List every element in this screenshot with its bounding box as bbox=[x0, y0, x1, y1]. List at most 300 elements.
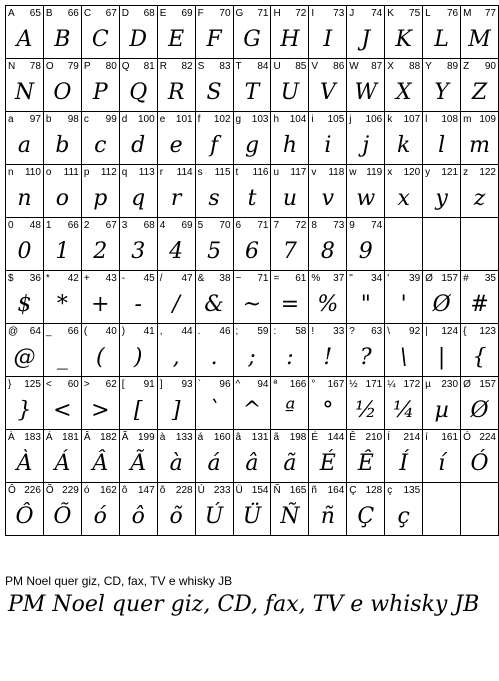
glyph-label bbox=[349, 167, 382, 178]
glyph-cell bbox=[271, 112, 309, 165]
glyph-label bbox=[387, 114, 420, 125]
glyph-sample: - bbox=[134, 291, 142, 317]
glyph-cell bbox=[461, 430, 499, 483]
glyph-sample: ° bbox=[322, 397, 334, 423]
glyph-cell bbox=[423, 112, 461, 165]
glyph-char: Ã bbox=[121, 432, 129, 443]
glyph-code: 72 bbox=[295, 220, 307, 231]
glyph-code: 71 bbox=[257, 220, 269, 231]
glyph-char: B bbox=[45, 8, 53, 19]
glyph-label bbox=[387, 432, 420, 443]
glyph-sample: f bbox=[209, 132, 219, 158]
glyph-char: ó bbox=[83, 485, 90, 496]
glyph-code: 41 bbox=[143, 326, 155, 337]
glyph-label bbox=[46, 220, 79, 231]
glyph-char: U bbox=[273, 61, 281, 72]
glyph-cell bbox=[385, 377, 423, 430]
glyph-char: [ bbox=[121, 379, 125, 390]
glyph-cell bbox=[423, 430, 461, 483]
glyph-cell bbox=[309, 324, 347, 377]
glyph-code: 70 bbox=[219, 220, 231, 231]
glyph-sample: X bbox=[395, 79, 412, 105]
glyph-sample: 7 bbox=[282, 238, 297, 264]
glyph-code: 164 bbox=[327, 485, 345, 496]
glyph-row bbox=[6, 271, 499, 324]
glyph-code: 114 bbox=[176, 167, 193, 178]
glyph-label bbox=[236, 61, 269, 72]
glyph-code: 88 bbox=[409, 61, 421, 72]
glyph-sample: Ó bbox=[470, 450, 489, 476]
glyph-char: ^ bbox=[235, 379, 241, 390]
glyph-cell bbox=[81, 324, 119, 377]
glyph-cell bbox=[423, 324, 461, 377]
glyph-label bbox=[425, 114, 458, 125]
glyph-label bbox=[425, 379, 458, 390]
glyph-sample: s bbox=[208, 185, 220, 211]
glyph-char: c bbox=[83, 114, 89, 125]
glyph-cell bbox=[347, 218, 385, 271]
glyph-cell bbox=[6, 218, 44, 271]
glyph-char: á bbox=[197, 432, 204, 443]
glyph-code: 39 bbox=[409, 273, 421, 284]
glyph-cell bbox=[195, 377, 233, 430]
empty-cell bbox=[461, 483, 499, 536]
glyph-label bbox=[463, 167, 496, 178]
glyph-cell bbox=[81, 271, 119, 324]
glyph-label bbox=[236, 432, 269, 443]
glyph-sample: Á bbox=[54, 450, 71, 476]
glyph-sample: 4 bbox=[169, 238, 184, 264]
glyph-code: 60 bbox=[67, 379, 79, 390]
glyph-label bbox=[463, 8, 496, 19]
glyph-char: 8 bbox=[311, 220, 317, 231]
glyph-sample: \ bbox=[399, 344, 408, 370]
glyph-code: 85 bbox=[295, 61, 307, 72]
glyph-cell bbox=[423, 377, 461, 430]
glyph-cell bbox=[6, 324, 44, 377]
glyph-char: & bbox=[197, 273, 205, 284]
glyph-label bbox=[349, 8, 382, 19]
glyph-row bbox=[6, 324, 499, 377]
glyph-sample: 6 bbox=[244, 238, 259, 264]
glyph-code: 63 bbox=[371, 326, 383, 337]
glyph-cell bbox=[43, 324, 81, 377]
glyph-cell bbox=[157, 430, 195, 483]
glyph-sample: ] bbox=[171, 397, 181, 423]
glyph-char: m bbox=[463, 114, 472, 125]
glyph-label bbox=[198, 220, 231, 231]
glyph-cell bbox=[43, 483, 81, 536]
glyph-char: I bbox=[311, 8, 315, 19]
glyph-cell bbox=[309, 59, 347, 112]
glyph-code: 75 bbox=[409, 8, 421, 19]
glyph-label bbox=[273, 8, 306, 19]
glyph-code: 171 bbox=[365, 379, 383, 390]
glyph-char: Í bbox=[387, 432, 390, 443]
glyph-label bbox=[387, 485, 420, 496]
glyph-char: * bbox=[45, 273, 50, 284]
glyph-label bbox=[311, 379, 344, 390]
glyph-label bbox=[122, 220, 155, 231]
glyph-label bbox=[84, 485, 117, 496]
glyph-label bbox=[273, 432, 306, 443]
glyph-code: 133 bbox=[175, 432, 193, 443]
glyph-cell bbox=[157, 59, 195, 112]
glyph-code: 40 bbox=[105, 326, 117, 337]
glyph-label bbox=[46, 61, 79, 72]
glyph-sample: m bbox=[469, 132, 490, 158]
glyph-char: V bbox=[311, 61, 319, 72]
glyph-char: K bbox=[387, 8, 394, 19]
glyph-label bbox=[122, 167, 155, 178]
glyph-cell bbox=[347, 59, 385, 112]
glyph-row bbox=[6, 218, 499, 271]
glyph-label bbox=[311, 8, 344, 19]
glyph-sample: p bbox=[93, 185, 108, 211]
glyph-cell bbox=[233, 430, 271, 483]
glyph-label bbox=[425, 432, 458, 443]
glyph-code: 78 bbox=[29, 61, 41, 72]
glyph-sample: ª bbox=[284, 397, 296, 423]
glyph-sample: , bbox=[172, 344, 180, 370]
glyph-label bbox=[311, 61, 344, 72]
glyph-char: J bbox=[349, 8, 355, 19]
glyph-label bbox=[273, 273, 306, 284]
glyph-char: v bbox=[311, 167, 317, 178]
glyph-cell bbox=[385, 112, 423, 165]
glyph-char: f bbox=[197, 114, 201, 125]
glyph-label bbox=[198, 379, 231, 390]
glyph-char: M bbox=[463, 8, 472, 19]
glyph-code: 37 bbox=[333, 273, 345, 284]
glyph-char: T bbox=[235, 61, 242, 72]
glyph-code: 76 bbox=[446, 8, 459, 19]
glyph-code: 68 bbox=[143, 8, 155, 19]
glyph-char: ? bbox=[349, 326, 355, 337]
glyph-char: " bbox=[349, 273, 353, 284]
glyph-cell bbox=[195, 218, 233, 271]
glyph-sample: x bbox=[397, 185, 410, 211]
glyph-code: 135 bbox=[403, 485, 421, 496]
glyph-label bbox=[425, 326, 458, 337]
glyph-code: 123 bbox=[479, 326, 496, 337]
glyph-char: E bbox=[159, 8, 167, 19]
glyph-label bbox=[122, 326, 155, 337]
glyph-label bbox=[8, 167, 41, 178]
glyph-label bbox=[463, 114, 496, 125]
glyph-cell bbox=[43, 218, 81, 271]
glyph-cell bbox=[347, 165, 385, 218]
glyph-cell bbox=[309, 6, 347, 59]
glyph-char: Ø bbox=[425, 273, 433, 284]
glyph-code: 69 bbox=[181, 220, 193, 231]
glyph-char: a bbox=[8, 114, 14, 125]
glyph-label bbox=[46, 379, 79, 390]
glyph-sample: 2 bbox=[93, 238, 108, 264]
glyph-sample: µ bbox=[434, 397, 449, 423]
glyph-char: 5 bbox=[197, 220, 204, 231]
glyph-cell bbox=[461, 377, 499, 430]
glyph-cell bbox=[119, 59, 157, 112]
glyph-cell bbox=[119, 165, 157, 218]
glyph-sample: + bbox=[91, 291, 110, 317]
glyph-code: 59 bbox=[257, 326, 269, 337]
glyph-char: ô bbox=[121, 485, 128, 496]
glyph-cell bbox=[81, 377, 119, 430]
glyph-cell bbox=[195, 59, 233, 112]
glyph-cell bbox=[157, 377, 195, 430]
glyph-label bbox=[349, 273, 382, 284]
glyph-label bbox=[349, 379, 382, 390]
glyph-code: 172 bbox=[403, 379, 421, 390]
glyph-label bbox=[311, 326, 344, 337]
glyph-code: 120 bbox=[403, 167, 421, 178]
glyph-char: Õ bbox=[45, 485, 54, 496]
glyph-char: 7 bbox=[273, 220, 280, 231]
glyph-cell bbox=[119, 430, 157, 483]
glyph-sample: ? bbox=[359, 344, 372, 370]
glyph-sample: @ bbox=[13, 344, 36, 370]
glyph-row bbox=[6, 483, 499, 536]
glyph-label bbox=[463, 273, 496, 284]
glyph-char: C bbox=[83, 8, 92, 19]
glyph-char: ª bbox=[273, 379, 278, 390]
glyph-sample: Z bbox=[471, 79, 488, 105]
glyph-label bbox=[84, 432, 117, 443]
glyph-code: 70 bbox=[219, 8, 231, 19]
glyph-label bbox=[311, 432, 344, 443]
glyph-cell bbox=[271, 271, 309, 324]
glyph-label bbox=[198, 432, 231, 443]
glyph-cell bbox=[195, 483, 233, 536]
glyph-sample: o bbox=[55, 185, 69, 211]
glyph-label bbox=[160, 273, 193, 284]
glyph-sample: C bbox=[91, 26, 109, 52]
glyph-cell bbox=[347, 271, 385, 324]
glyph-code: 105 bbox=[327, 114, 345, 125]
glyph-sample: % bbox=[317, 291, 339, 317]
glyph-cell bbox=[271, 218, 309, 271]
glyph-char: Á bbox=[45, 432, 53, 443]
glyph-sample: & bbox=[204, 291, 224, 317]
glyph-label bbox=[425, 61, 458, 72]
glyph-sample: N bbox=[14, 79, 35, 105]
glyph-sample: ; bbox=[248, 344, 256, 370]
glyph-char: s bbox=[197, 167, 203, 178]
glyph-char: Ü bbox=[235, 485, 243, 496]
glyph-code: 66 bbox=[67, 326, 79, 337]
glyph-code: 157 bbox=[441, 273, 459, 284]
glyph-char: r bbox=[159, 167, 164, 178]
glyph-cell bbox=[43, 165, 81, 218]
glyph-sample: À bbox=[16, 450, 33, 476]
glyph-char: = bbox=[273, 273, 280, 284]
glyph-char: p bbox=[83, 167, 90, 178]
glyph-cell bbox=[347, 112, 385, 165]
glyph-label bbox=[84, 326, 117, 337]
glyph-sample: b bbox=[55, 132, 70, 158]
glyph-cell bbox=[81, 430, 119, 483]
glyph-sample: 5 bbox=[207, 238, 222, 264]
glyph-sample: " bbox=[360, 291, 371, 317]
glyph-char: à bbox=[159, 432, 166, 443]
glyph-cell bbox=[461, 324, 499, 377]
glyph-cell bbox=[81, 112, 119, 165]
glyph-label bbox=[311, 167, 344, 178]
glyph-char: / bbox=[159, 273, 163, 284]
glyph-sample: Ú bbox=[204, 503, 224, 529]
glyph-label bbox=[46, 432, 79, 443]
glyph-code: 91 bbox=[143, 379, 155, 390]
glyph-char: ½ bbox=[349, 379, 358, 390]
glyph-sample: q bbox=[131, 185, 146, 211]
glyph-label bbox=[349, 61, 382, 72]
glyph-code: 106 bbox=[365, 114, 383, 125]
glyph-code: 118 bbox=[328, 167, 345, 178]
glyph-code: 38 bbox=[219, 273, 231, 284]
glyph-code: 90 bbox=[484, 61, 496, 72]
glyph-label bbox=[8, 273, 41, 284]
glyph-char: Ô bbox=[8, 485, 16, 496]
glyph-char: W bbox=[349, 61, 359, 72]
glyph-label bbox=[236, 8, 269, 19]
glyph-sample: / bbox=[172, 291, 180, 317]
glyph-cell bbox=[6, 271, 44, 324]
glyph-cell bbox=[157, 271, 195, 324]
glyph-char: D bbox=[121, 8, 129, 19]
glyph-sample: e bbox=[169, 132, 183, 158]
glyph-sample: ¼ bbox=[393, 397, 415, 423]
glyph-char: ! bbox=[311, 326, 315, 337]
glyph-sample: w bbox=[356, 185, 376, 211]
glyph-label bbox=[387, 167, 420, 178]
glyph-label bbox=[122, 485, 155, 496]
glyph-sample: a bbox=[17, 132, 32, 158]
glyph-code: 65 bbox=[29, 8, 41, 19]
glyph-cell bbox=[195, 430, 233, 483]
glyph-char: . bbox=[197, 326, 201, 337]
glyph-char: 9 bbox=[349, 220, 355, 231]
glyph-sample: ~ bbox=[242, 291, 262, 317]
glyph-sample: I bbox=[323, 26, 333, 52]
glyph-cell bbox=[157, 483, 195, 536]
glyph-cell bbox=[233, 377, 271, 430]
glyph-cell bbox=[461, 112, 499, 165]
glyph-cell bbox=[6, 59, 44, 112]
glyph-code: 74 bbox=[371, 220, 383, 231]
glyph-code: 71 bbox=[257, 8, 269, 19]
glyph-code: 122 bbox=[479, 167, 496, 178]
glyph-label bbox=[236, 326, 269, 337]
glyph-char: g bbox=[235, 114, 242, 125]
glyph-sample: U bbox=[280, 79, 300, 105]
glyph-sample: ñ bbox=[320, 503, 335, 529]
glyph-sample: g bbox=[244, 132, 260, 158]
glyph-char: X bbox=[387, 61, 394, 72]
glyph-label bbox=[198, 114, 231, 125]
glyph-code: 80 bbox=[105, 61, 117, 72]
glyph-sample: u bbox=[282, 185, 297, 211]
glyph-code: 33 bbox=[333, 326, 345, 337]
glyph-code: 210 bbox=[365, 432, 383, 443]
glyph-label bbox=[160, 61, 193, 72]
glyph-cell bbox=[271, 430, 309, 483]
glyph-sample: H bbox=[280, 26, 300, 52]
glyph-char: $ bbox=[8, 273, 14, 284]
glyph-char: % bbox=[311, 273, 321, 284]
glyph-sample: d bbox=[131, 132, 146, 158]
glyph-label bbox=[160, 432, 193, 443]
glyph-char: < bbox=[45, 379, 52, 390]
glyph-label bbox=[387, 61, 420, 72]
glyph-label bbox=[311, 485, 344, 496]
glyph-label bbox=[273, 61, 306, 72]
glyph-char: õ bbox=[159, 485, 166, 496]
glyph-code: 86 bbox=[333, 61, 345, 72]
glyph-code: 83 bbox=[219, 61, 231, 72]
glyph-code: 46 bbox=[219, 326, 231, 337]
glyph-code: 34 bbox=[371, 273, 383, 284]
sample-text-label: PM Noel quer giz, CD, fax, TV e whisky JB bbox=[5, 574, 233, 588]
glyph-sample: v bbox=[321, 185, 335, 211]
glyph-cell bbox=[233, 483, 271, 536]
glyph-char: u bbox=[273, 167, 280, 178]
glyph-code: 111 bbox=[63, 167, 79, 178]
glyph-cell bbox=[195, 324, 233, 377]
glyph-char: } bbox=[8, 379, 12, 390]
glyph-char: l bbox=[425, 114, 428, 125]
glyph-label bbox=[46, 485, 79, 496]
glyph-sample: $ bbox=[17, 291, 32, 317]
glyph-char: d bbox=[121, 114, 128, 125]
glyph-cell bbox=[347, 483, 385, 536]
glyph-code: 82 bbox=[181, 61, 193, 72]
glyph-label bbox=[8, 220, 41, 231]
glyph-cell bbox=[423, 6, 461, 59]
glyph-label bbox=[46, 114, 79, 125]
glyph-label bbox=[160, 8, 193, 19]
glyph-row bbox=[6, 6, 499, 59]
glyph-cell bbox=[43, 6, 81, 59]
glyph-code: 93 bbox=[181, 379, 193, 390]
glyph-cell bbox=[195, 6, 233, 59]
glyph-label bbox=[46, 8, 79, 19]
glyph-char: Ú bbox=[197, 485, 205, 496]
glyph-char: í bbox=[425, 432, 428, 443]
glyph-code: 98 bbox=[67, 114, 79, 125]
glyph-label bbox=[122, 379, 155, 390]
glyph-cell bbox=[81, 6, 119, 59]
glyph-code: 109 bbox=[479, 114, 496, 125]
glyph-cell bbox=[271, 6, 309, 59]
glyph-sample: n bbox=[17, 185, 32, 211]
glyph-cell bbox=[6, 112, 44, 165]
glyph-sample: ' bbox=[400, 291, 407, 317]
glyph-sample: ã bbox=[283, 450, 297, 476]
glyph-char: _ bbox=[45, 326, 52, 337]
glyph-code: 125 bbox=[24, 379, 41, 390]
glyph-label bbox=[273, 114, 306, 125]
glyph-label bbox=[236, 114, 269, 125]
glyph-cell bbox=[385, 165, 423, 218]
sample-text-script: PM Noel quer giz, CD, fax, TV e whisky JB bbox=[8, 592, 480, 617]
glyph-code: 101 bbox=[175, 114, 193, 125]
glyph-cell bbox=[271, 377, 309, 430]
glyph-label bbox=[311, 273, 344, 284]
glyph-code: 162 bbox=[100, 485, 117, 496]
glyph-char: e bbox=[159, 114, 166, 125]
glyph-cell bbox=[233, 218, 271, 271]
